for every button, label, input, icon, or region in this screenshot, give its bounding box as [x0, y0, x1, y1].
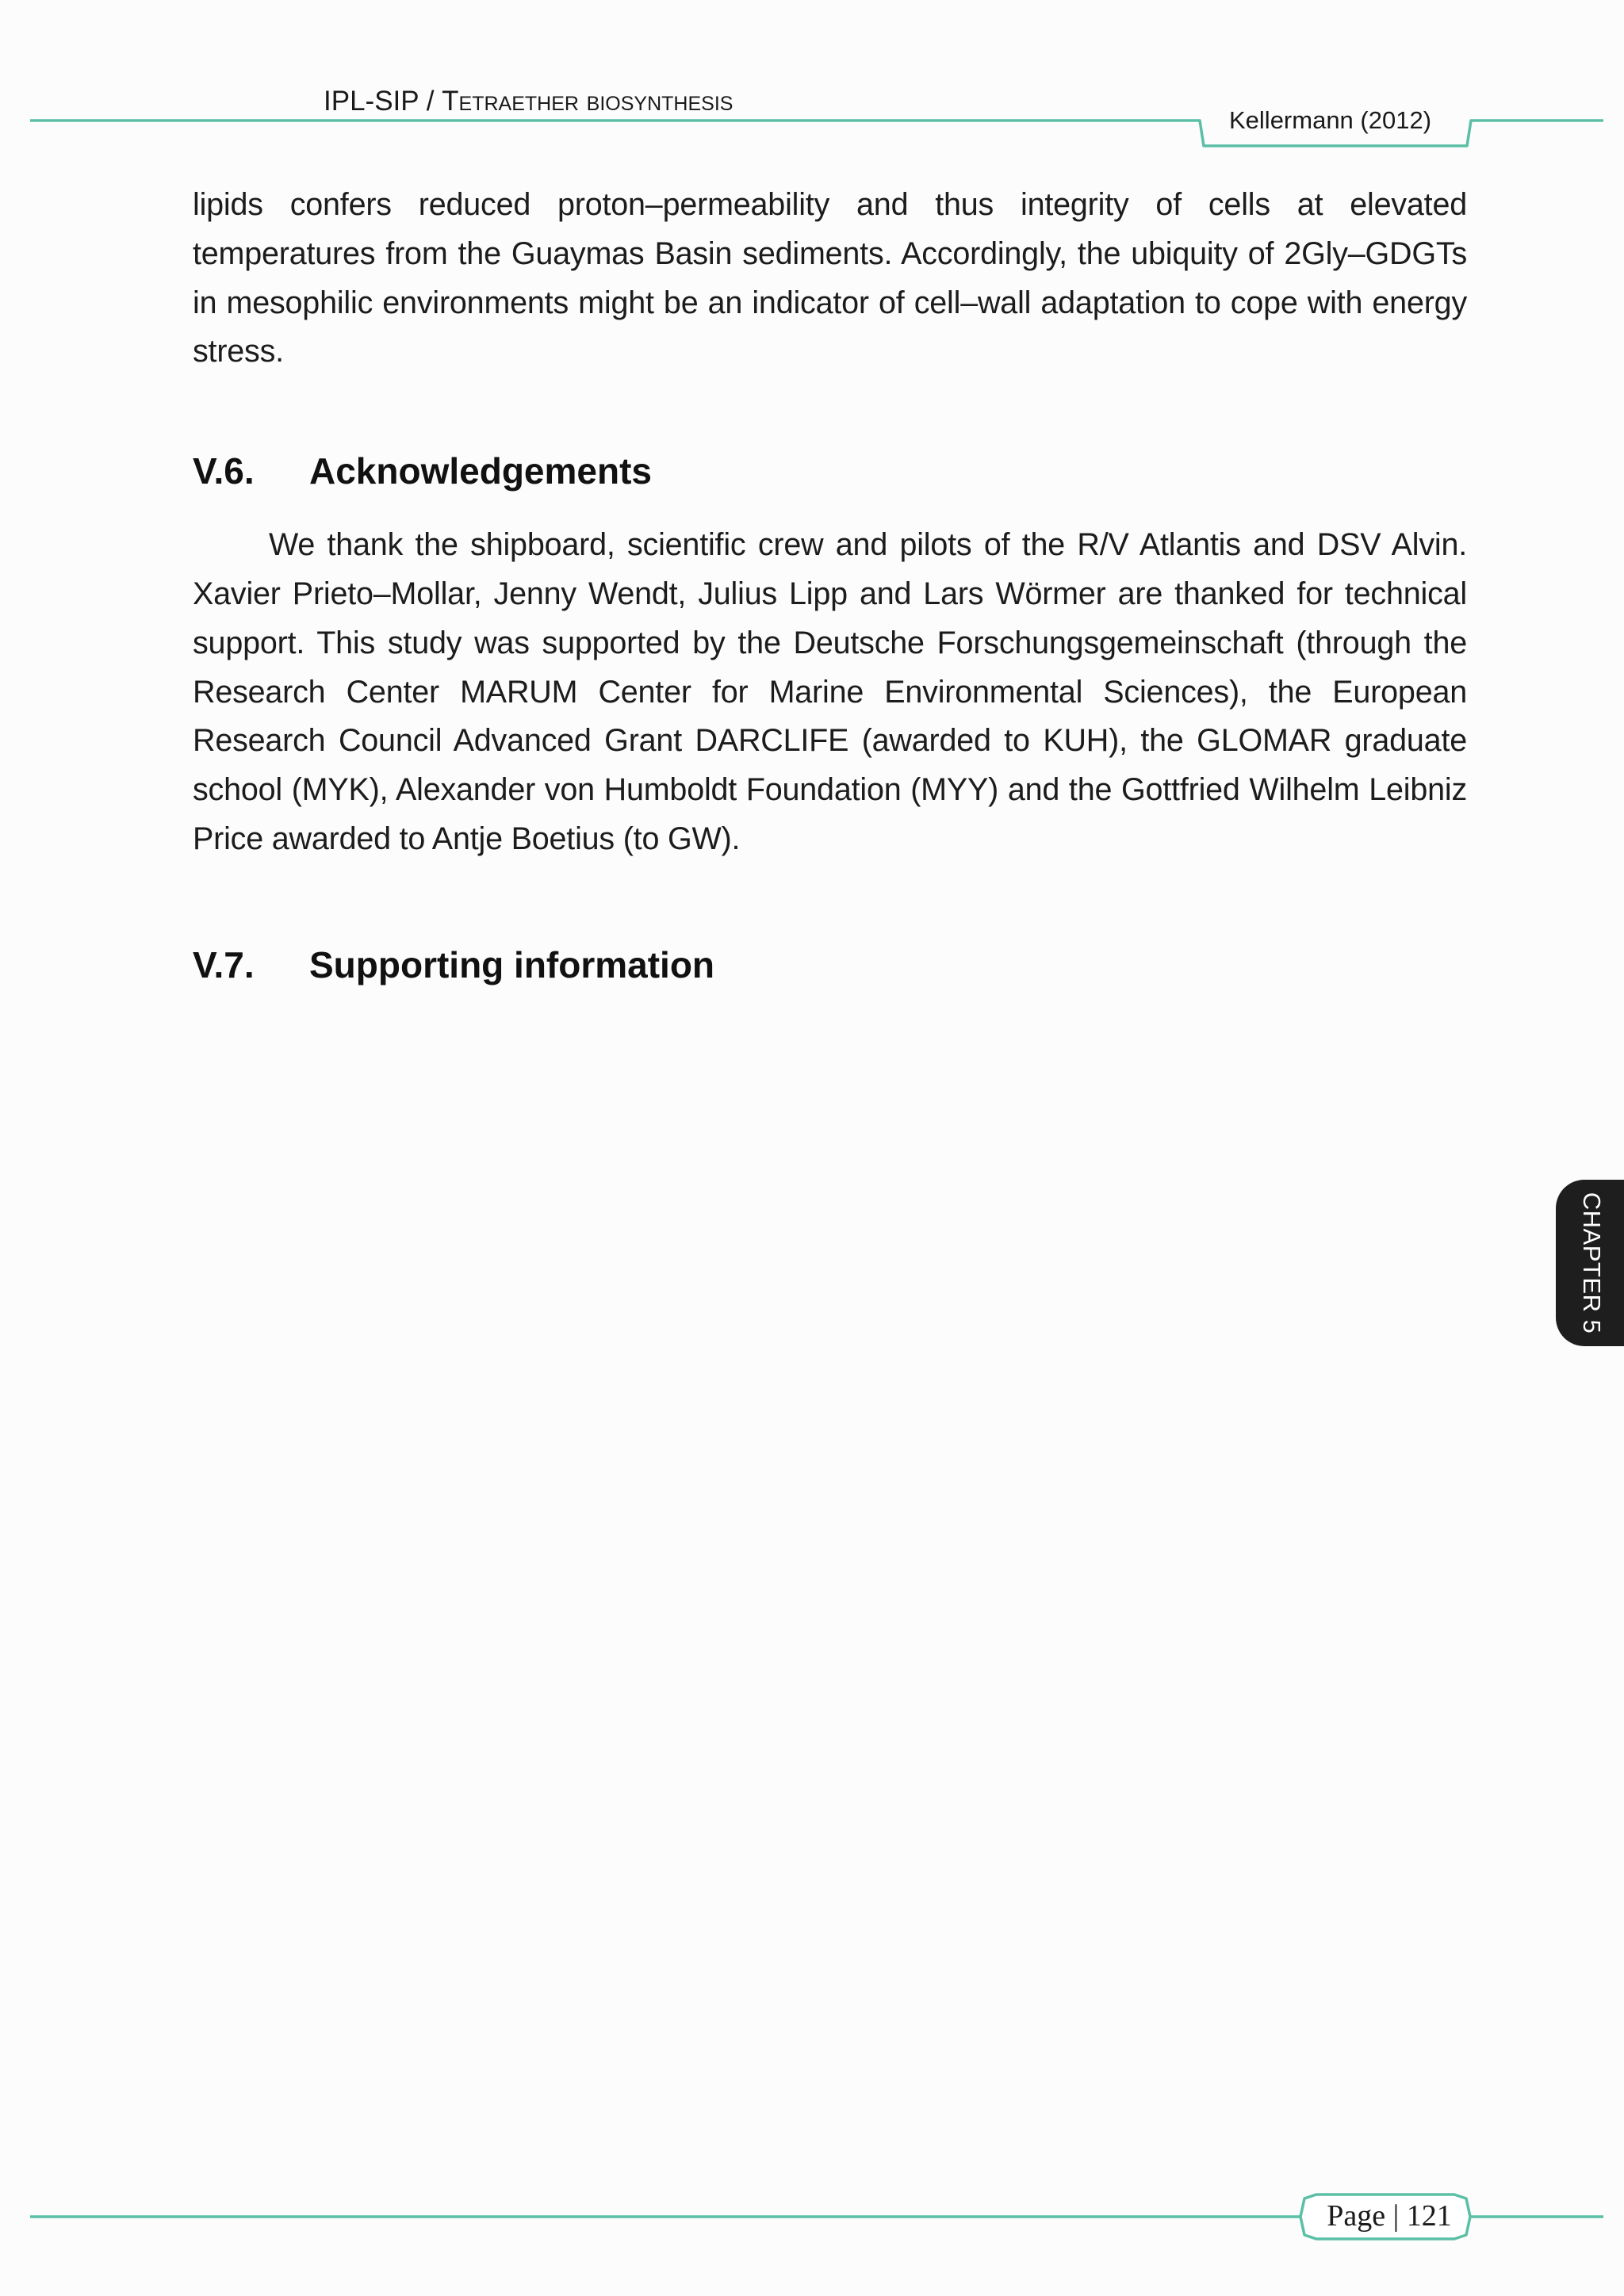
running-header-title: [324, 86, 733, 117]
page-number: Page | 121: [1327, 2199, 1452, 2233]
section-title: Supporting information: [309, 943, 715, 985]
chapter-tab-label-wrap: [1556, 1180, 1624, 1346]
section-number: V.7.: [193, 943, 255, 985]
section-title: Acknowledgements: [309, 450, 652, 492]
header-separator: /: [418, 86, 442, 117]
header-topic: Tetraether biosynthesis: [442, 86, 733, 117]
acknowledgements-paragraph: We thank the shipboard, scientific crew and pilots of the R/V Atlantis and DSV Alvin. Xavier Prieto–Mollar, Jenny Wendt, Julius Lipp and Lars Wörmer are thanked for technical support. This study was supported by the Deutsche Forschungsgemeinschaft (through the Research Center MARUM Center for Marine Environmental Sciences), the European Research Council Advanced Grant DARCLIFE (awarded to KUH), the GLOMAR graduate school (MYK), Alexander von Humboldt Foundation (MYY) and the Gottfried Wilhelm Leibniz Price awarded to Antje Boetius (to GW).: [193, 527, 1467, 856]
header-rule: [0, 0, 1624, 159]
section-heading-acknowledgements: [193, 450, 1467, 492]
continuation-paragraph: lipids confers reduced proton–permeability and thus integrity of cells at elevated temperatures from the Guaymas Basin sediments. Accordingly, the ubiquity of 2Gly–GDGTs in mesophilic environments might be an indicator of cell–wall adaptation to cope with energy stress.: [193, 187, 1467, 369]
chapter-tab-label: CHAPTER 5: [1578, 1192, 1607, 1334]
section-heading-supporting-information: [193, 943, 1467, 986]
header-series: IPL-SIP: [324, 86, 419, 117]
running-header-author: Kellermann (2012): [1229, 106, 1432, 134]
main-content: [193, 181, 1467, 986]
section-number: V.6.: [193, 450, 255, 492]
